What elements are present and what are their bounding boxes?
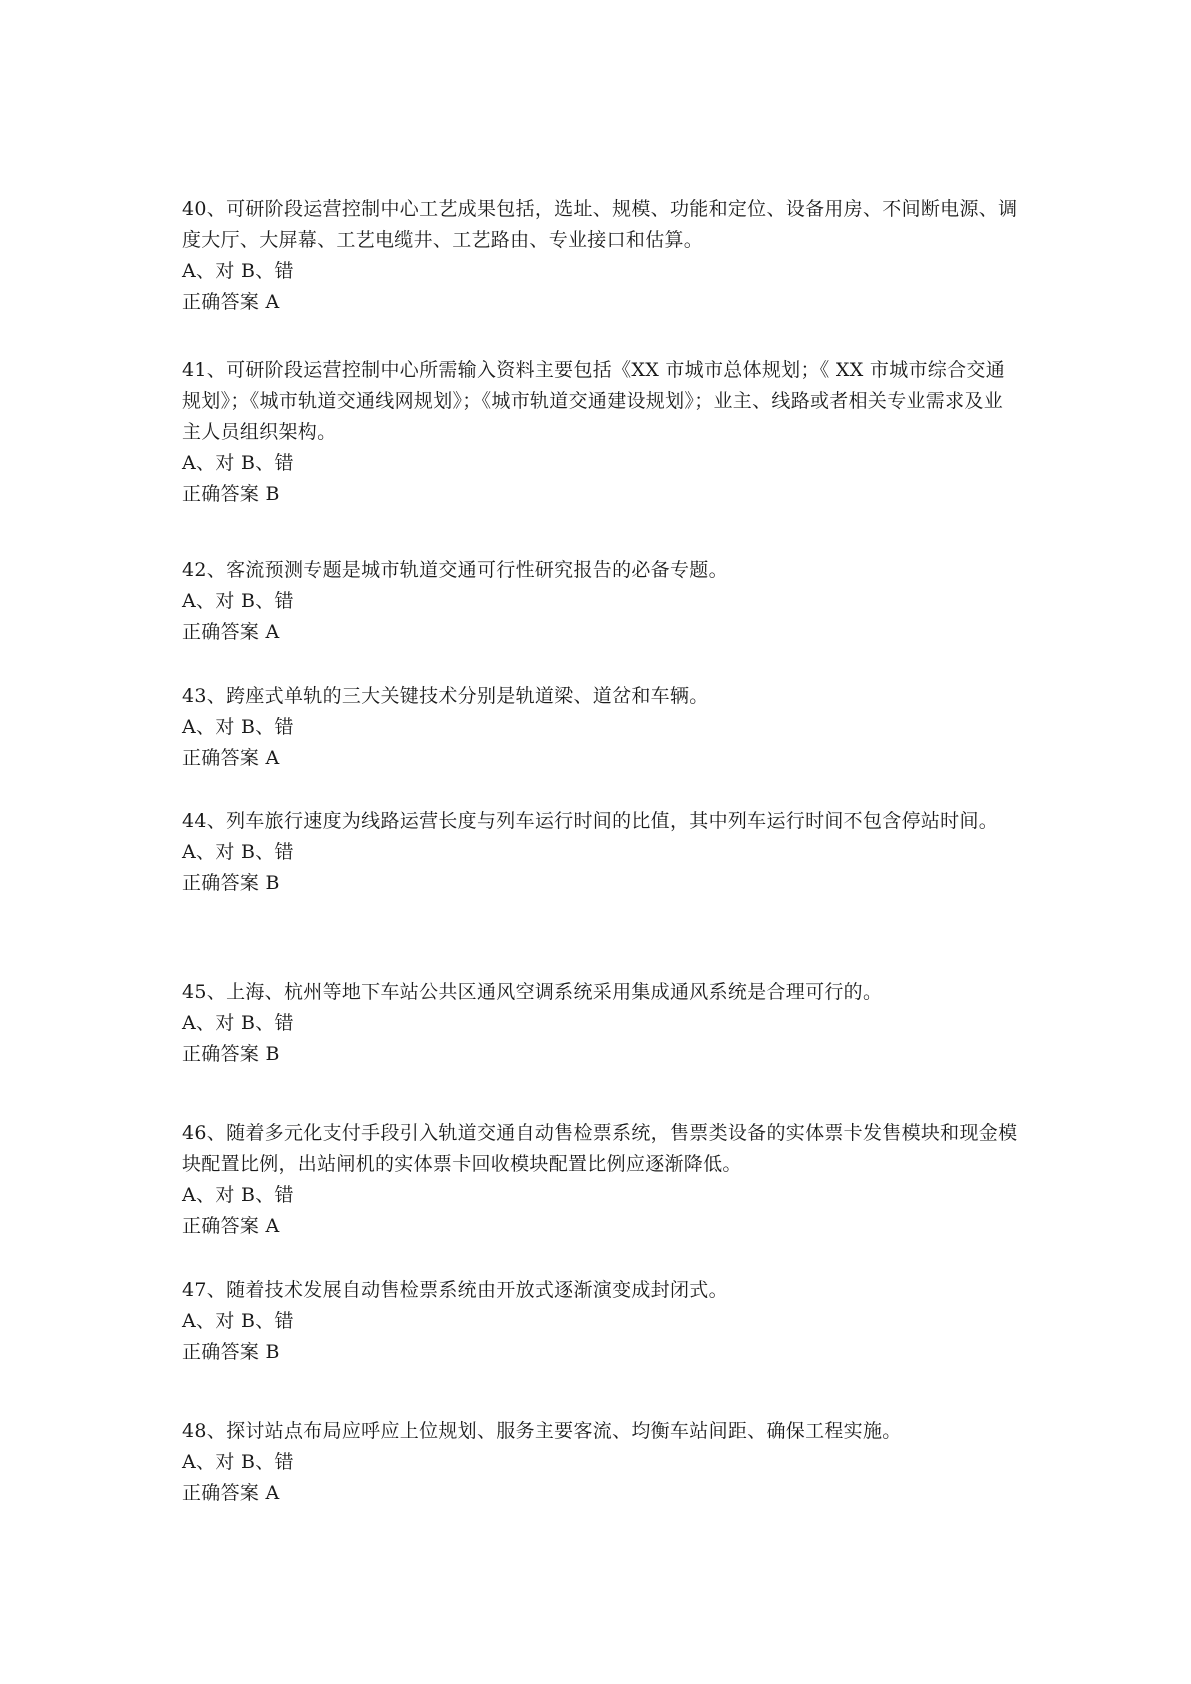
correct-answer: 正确答案 B	[182, 872, 280, 894]
question-43	[182, 681, 1022, 774]
question-options: A、对 B、错	[182, 1012, 294, 1034]
question-text: 42、客流预测专题是城市轨道交通可行性研究报告的必备专题。	[182, 559, 728, 581]
correct-answer: 正确答案 A	[182, 1482, 280, 1504]
question-options: A、对 B、错	[182, 1184, 294, 1206]
question-text: 47、随着技术发展自动售检票系统由开放式逐渐演变成封闭式。	[182, 1279, 728, 1301]
question-42	[182, 555, 1022, 648]
question-46	[182, 1118, 1022, 1242]
correct-answer: 正确答案 A	[182, 747, 280, 769]
question-options: A、对 B、错	[182, 716, 294, 738]
question-options: A、对 B、错	[182, 452, 294, 474]
question-options: A、对 B、错	[182, 841, 294, 863]
question-options: A、对 B、错	[182, 1310, 294, 1332]
question-text: 45、上海、杭州等地下车站公共区通风空调系统采用集成通风系统是合理可行的。	[182, 981, 883, 1003]
correct-answer: 正确答案 A	[182, 621, 280, 643]
correct-answer: 正确答案 A	[182, 1215, 280, 1237]
question-text: 46、随着多元化支付手段引入轨道交通自动售检票系统，售票类设备的实体票卡发售模块和现金模块配置比例，出站闸机的实体票卡回收模块配置比例应逐渐降低。	[182, 1122, 1018, 1175]
question-options: A、对 B、错	[182, 590, 294, 612]
question-40	[182, 194, 1022, 318]
question-47	[182, 1275, 1022, 1368]
question-options: A、对 B、错	[182, 260, 294, 282]
correct-answer: 正确答案 B	[182, 1043, 280, 1065]
correct-answer: 正确答案 B	[182, 1341, 280, 1363]
question-45	[182, 977, 1022, 1070]
question-text: 41、可研阶段运营控制中心所需输入资料主要包括《XX 市城市总体规划；《 XX 市城市综合交通规划》；《城市轨道交通线网规划》；《城市轨道交通建设规划》；业主、线路或者相关专业需求及业主人员组织架构。	[182, 359, 1006, 443]
question-41	[182, 355, 1022, 510]
question-text: 44、列车旅行速度为线路运营长度与列车运行时间的比值，其中列车运行时间不包含停站时间。	[182, 810, 999, 832]
question-text: 48、探讨站点布局应呼应上位规划、服务主要客流、均衡车站间距、确保工程实施。	[182, 1420, 902, 1442]
correct-answer: 正确答案 B	[182, 483, 280, 505]
correct-answer: 正确答案 A	[182, 291, 280, 313]
question-44	[182, 806, 1022, 899]
question-text: 43、跨座式单轨的三大关键技术分别是轨道梁、道岔和车辆。	[182, 685, 709, 707]
question-text: 40、可研阶段运营控制中心工艺成果包括，选址、规模、功能和定位、设备用房、不间断电源、调度大厅、大屏幕、工艺电缆井、工艺路由、专业接口和估算。	[182, 198, 1018, 251]
question-48	[182, 1416, 1022, 1509]
question-options: A、对 B、错	[182, 1451, 294, 1473]
